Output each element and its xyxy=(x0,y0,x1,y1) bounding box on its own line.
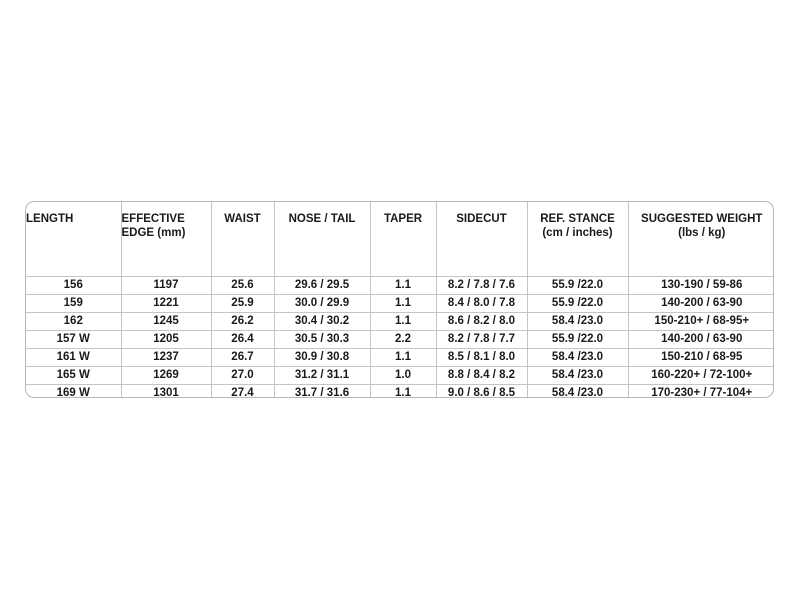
header-suggested-weight: SUGGESTED WEIGHT (lbs / kg) xyxy=(628,202,774,276)
table-row xyxy=(26,330,774,348)
header-length: LENGTH xyxy=(26,202,121,276)
header-taper: TAPER xyxy=(370,202,436,276)
spec-table-card xyxy=(25,201,774,398)
cell-effective-edge: 1221 xyxy=(121,294,211,312)
cell-sidecut: 9.0 / 8.6 / 8.5 xyxy=(436,384,527,398)
cell-length: 169 W xyxy=(26,384,121,398)
cell-suggested-weight: 140-200 / 63-90 xyxy=(628,294,774,312)
cell-length: 157 W xyxy=(26,330,121,348)
cell-waist: 25.9 xyxy=(211,294,274,312)
cell-effective-edge: 1301 xyxy=(121,384,211,398)
cell-taper: 1.1 xyxy=(370,312,436,330)
cell-nose-tail: 30.9 / 30.8 xyxy=(274,348,370,366)
cell-waist: 27.4 xyxy=(211,384,274,398)
cell-suggested-weight: 150-210 / 68-95 xyxy=(628,348,774,366)
cell-length: 156 xyxy=(26,276,121,294)
cell-suggested-weight: 150-210+ / 68-95+ xyxy=(628,312,774,330)
cell-ref-stance: 55.9 /22.0 xyxy=(527,330,628,348)
cell-nose-tail: 30.5 / 30.3 xyxy=(274,330,370,348)
cell-nose-tail: 31.7 / 31.6 xyxy=(274,384,370,398)
cell-length: 165 W xyxy=(26,366,121,384)
table-row xyxy=(26,312,774,330)
cell-length: 161 W xyxy=(26,348,121,366)
cell-taper: 1.1 xyxy=(370,384,436,398)
cell-suggested-weight: 140-200 / 63-90 xyxy=(628,330,774,348)
cell-sidecut: 8.6 / 8.2 / 8.0 xyxy=(436,312,527,330)
cell-waist: 25.6 xyxy=(211,276,274,294)
header-waist: WAIST xyxy=(211,202,274,276)
header-nose-tail: NOSE / TAIL xyxy=(274,202,370,276)
cell-sidecut: 8.4 / 8.0 / 7.8 xyxy=(436,294,527,312)
cell-sidecut: 8.2 / 7.8 / 7.7 xyxy=(436,330,527,348)
spec-table-body xyxy=(26,276,774,398)
cell-effective-edge: 1237 xyxy=(121,348,211,366)
header-ref-stance: REF. STANCE (cm / inches) xyxy=(527,202,628,276)
cell-ref-stance: 58.4 /23.0 xyxy=(527,348,628,366)
header-effective-edge: EFFECTIVE EDGE (mm) xyxy=(121,202,211,276)
cell-length: 162 xyxy=(26,312,121,330)
cell-ref-stance: 58.4 /23.0 xyxy=(527,366,628,384)
cell-taper: 1.1 xyxy=(370,276,436,294)
table-row xyxy=(26,294,774,312)
cell-waist: 27.0 xyxy=(211,366,274,384)
cell-suggested-weight: 160-220+ / 72-100+ xyxy=(628,366,774,384)
header-sidecut: SIDECUT xyxy=(436,202,527,276)
cell-waist: 26.4 xyxy=(211,330,274,348)
spec-table xyxy=(26,202,774,398)
cell-ref-stance: 58.4 /23.0 xyxy=(527,384,628,398)
cell-effective-edge: 1205 xyxy=(121,330,211,348)
table-row xyxy=(26,366,774,384)
cell-nose-tail: 30.0 / 29.9 xyxy=(274,294,370,312)
cell-ref-stance: 55.9 /22.0 xyxy=(527,276,628,294)
cell-length: 159 xyxy=(26,294,121,312)
cell-nose-tail: 31.2 / 31.1 xyxy=(274,366,370,384)
header-row xyxy=(26,202,774,276)
cell-effective-edge: 1197 xyxy=(121,276,211,294)
cell-taper: 1.1 xyxy=(370,348,436,366)
table-row xyxy=(26,384,774,398)
cell-sidecut: 8.2 / 7.8 / 7.6 xyxy=(436,276,527,294)
cell-ref-stance: 55.9 /22.0 xyxy=(527,294,628,312)
cell-effective-edge: 1269 xyxy=(121,366,211,384)
cell-taper: 2.2 xyxy=(370,330,436,348)
cell-taper: 1.1 xyxy=(370,294,436,312)
cell-ref-stance: 58.4 /23.0 xyxy=(527,312,628,330)
table-row xyxy=(26,348,774,366)
cell-waist: 26.2 xyxy=(211,312,274,330)
cell-suggested-weight: 170-230+ / 77-104+ xyxy=(651,386,753,398)
cell-sidecut: 8.8 / 8.4 / 8.2 xyxy=(436,366,527,384)
cell-waist: 26.7 xyxy=(211,348,274,366)
table-row xyxy=(26,276,774,294)
cell-nose-tail: 30.4 / 30.2 xyxy=(274,312,370,330)
cell-suggested-weight: 130-190 / 59-86 xyxy=(628,276,774,294)
cell-sidecut: 8.5 / 8.1 / 8.0 xyxy=(436,348,527,366)
cell-taper: 1.0 xyxy=(370,366,436,384)
cell-nose-tail: 29.6 / 29.5 xyxy=(274,276,370,294)
cell-effective-edge: 1245 xyxy=(121,312,211,330)
